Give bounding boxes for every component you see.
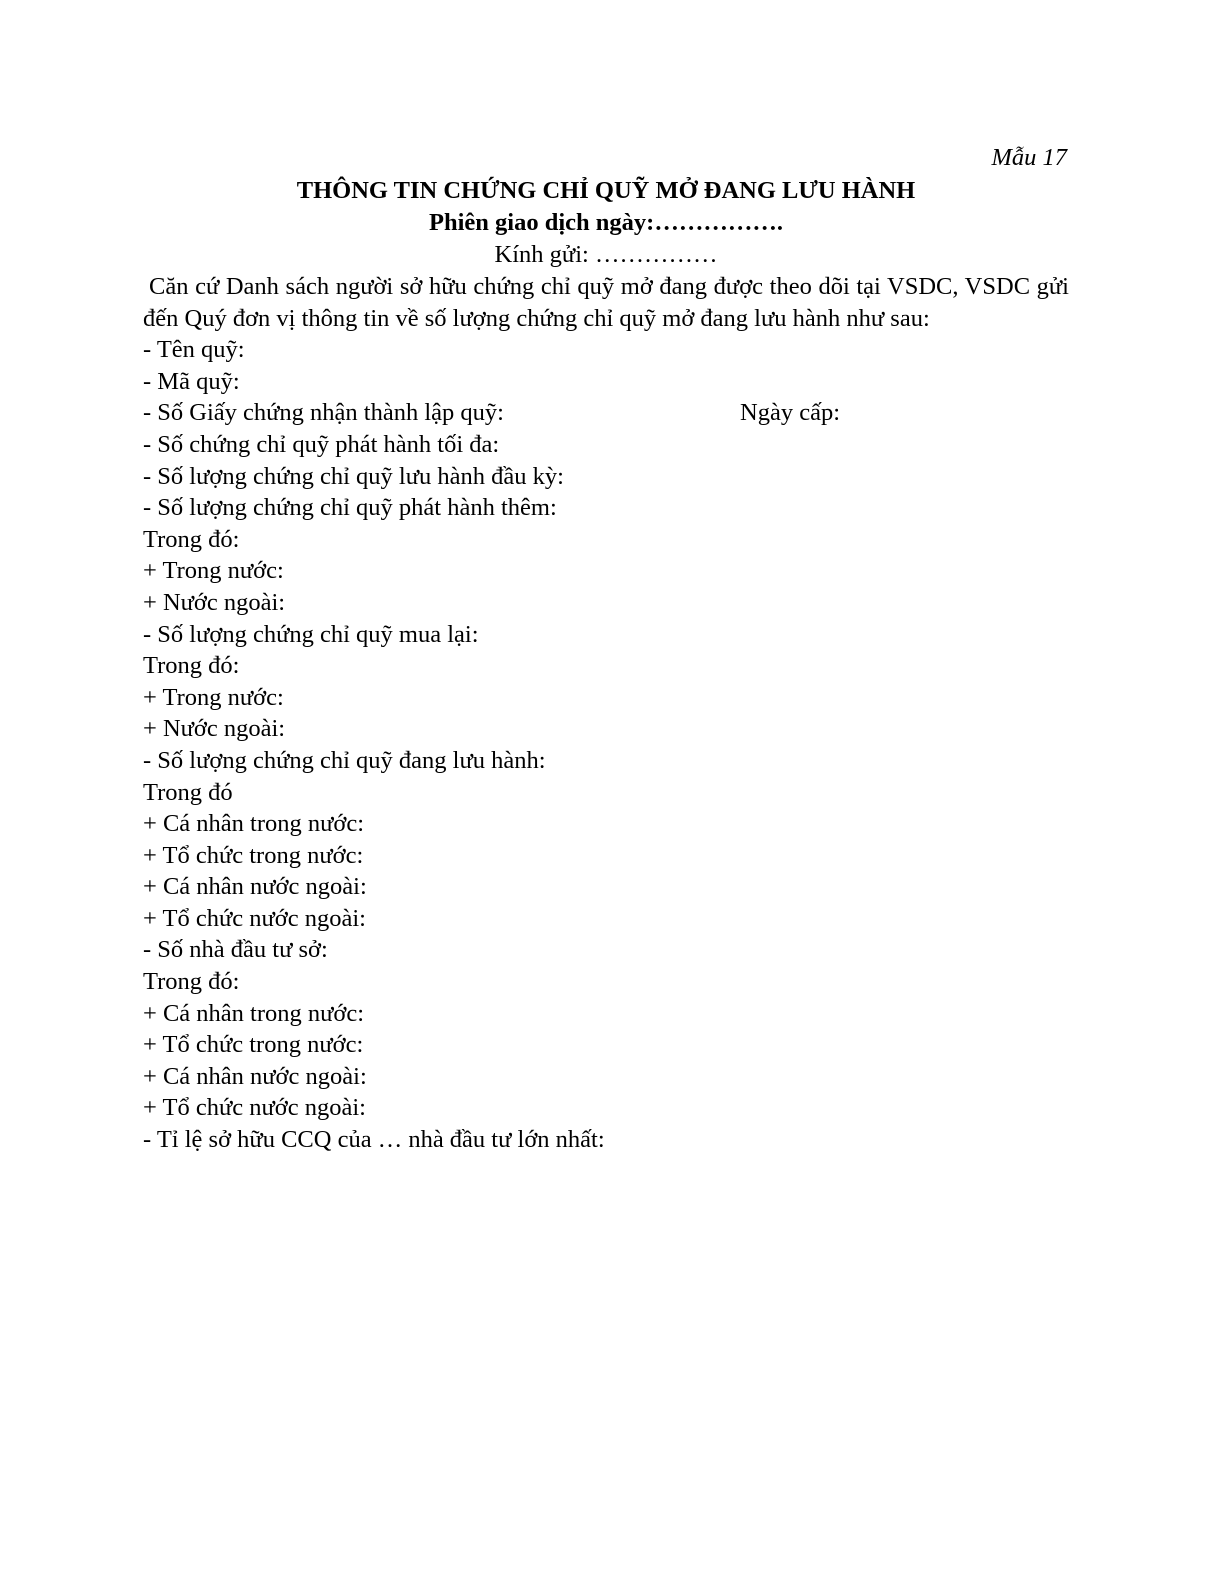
field-outstanding-foreign-org: + Tổ chức nước ngoài: <box>143 904 366 932</box>
field-additional-of-which: Trong đó: <box>143 525 240 553</box>
document-title: THÔNG TIN CHỨNG CHỈ QUỸ MỞ ĐANG LƯU HÀNH <box>296 177 916 204</box>
field-license-no: - Số Giấy chứng nhận thành lập quỹ: <box>143 399 504 427</box>
field-issue-date: Ngày cấp: <box>740 399 840 427</box>
field-outstanding-foreign-individual: + Cá nhân nước ngoài: <box>143 873 367 901</box>
field-investors-of-which: Trong đó: <box>143 968 240 996</box>
field-investors-foreign-individual: + Cá nhân nước ngoài: <box>143 1062 367 1090</box>
field-additional-issued: - Số lượng chứng chỉ quỹ phát hành thêm: <box>143 494 557 522</box>
field-outstanding-of-which: Trong đó <box>143 778 233 806</box>
field-max-issued: - Số chứng chỉ quỹ phát hành tối đa: <box>143 430 500 458</box>
field-opening-outstanding: - Số lượng chứng chỉ quỹ lưu hành đầu kỳ: <box>143 462 564 490</box>
field-redeemed: - Số lượng chứng chỉ quỹ mua lại: <box>143 620 479 648</box>
field-redeemed-domestic: + Trong nước: <box>143 683 284 711</box>
field-investors-foreign-org: + Tổ chức nước ngoài: <box>143 1094 366 1122</box>
form-code: Mẫu 17 <box>991 144 1067 171</box>
field-investors-domestic-org: + Tổ chức trong nước: <box>143 1031 364 1059</box>
field-redeemed-of-which: Trong đó: <box>143 652 240 680</box>
document-page <box>143 140 1069 1156</box>
recipient-line: Kính gửi: …………… <box>494 241 718 268</box>
field-investors: - Số nhà đầu tư sở: <box>143 936 328 964</box>
field-fund-code: - Mã quỹ: <box>143 367 240 395</box>
intro-paragraph: Căn cứ Danh sách người sở hữu chứng chỉ quỹ mở đang được theo dõi tại VSDC, VSDC gửi đến Quý đơn vị thông tin về số lượng chứng chỉ quỹ mở đang lưu hành như sau: <box>143 273 1069 332</box>
field-license-row <box>143 397 1069 429</box>
field-redeemed-foreign: + Nước ngoài: <box>143 715 286 743</box>
session-date-line: Phiên giao dịch ngày:……………. <box>429 209 783 236</box>
field-fund-name: - Tên quỹ: <box>143 336 245 364</box>
field-investors-domestic-individual: + Cá nhân trong nước: <box>143 999 365 1027</box>
field-outstanding: - Số lượng chứng chỉ quỹ đang lưu hành: <box>143 746 546 774</box>
field-outstanding-domestic-individual: + Cá nhân trong nước: <box>143 810 365 838</box>
field-additional-domestic: + Trong nước: <box>143 557 284 585</box>
field-top-holders-ratio: - Tỉ lệ sở hữu CCQ của … nhà đầu tư lớn nhất: <box>143 1126 605 1154</box>
field-outstanding-domestic-org: + Tổ chức trong nước: <box>143 841 364 869</box>
field-additional-foreign: + Nước ngoài: <box>143 588 286 616</box>
